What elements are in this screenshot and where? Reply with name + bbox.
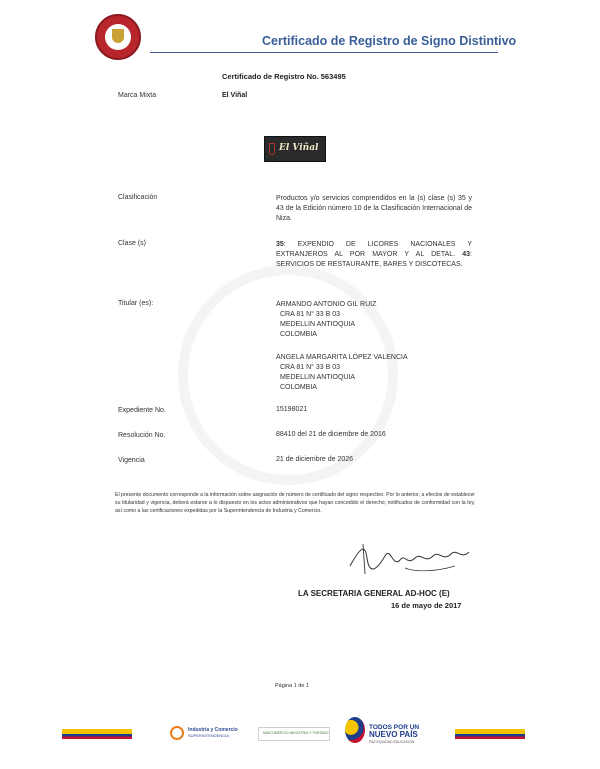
resolucion-label: Resolución No. xyxy=(118,432,166,439)
industria-comercio-logo-icon xyxy=(170,726,184,740)
flag-stripe-left xyxy=(62,729,132,739)
clase-43-number: 43 xyxy=(462,251,471,258)
brand-logo xyxy=(264,136,326,162)
expediente-value: 15198021 xyxy=(276,406,308,413)
clase-value xyxy=(276,240,472,270)
industria-comercio-text xyxy=(188,727,238,739)
titular-1-country: COLOMBIA xyxy=(280,331,317,338)
brand-type-label: Marca Mixta xyxy=(118,92,157,99)
titular-1 xyxy=(276,300,376,340)
mincomercio-logo xyxy=(258,727,330,741)
certificate-number: Certificado de Registro No. 563495 xyxy=(222,72,346,81)
brand-name: El Viñal xyxy=(222,92,248,99)
titular-2-name: ANGELA MARGARITA LÓPEZ VALENCIA xyxy=(276,354,408,361)
header-divider xyxy=(150,52,498,53)
titular-2-address: CRA 81 N° 33 B 03 xyxy=(280,364,340,371)
titular-1-name: ARMANDO ANTONIO GIL RUIZ xyxy=(276,301,377,308)
todos-por-un-nuevo-pais-logo-icon xyxy=(345,717,365,743)
todos-por-un-nuevo-pais-text xyxy=(369,724,419,738)
flag-stripe-right xyxy=(455,729,525,739)
tp-line-2: NUEVO PAÍS xyxy=(369,730,418,739)
wine-glass-icon xyxy=(269,143,275,155)
clase-35-number: 35 xyxy=(276,241,284,248)
vigencia-label: Vigencia xyxy=(118,457,145,464)
colombia-seal-icon xyxy=(95,14,141,60)
industria-line-2: SUPERINTENDENCIA xyxy=(188,733,229,738)
page-number: Página 1 de 1 xyxy=(275,683,309,689)
titular-2 xyxy=(276,353,408,393)
titular-label: Titular (es): xyxy=(118,300,154,307)
signature-date: 16 de mayo de 2017 xyxy=(391,601,462,610)
vigencia-value: 21 de diciembre de 2026 xyxy=(276,456,354,463)
titular-1-address: CRA 81 N° 33 B 03 xyxy=(280,311,340,318)
clase-43-text: : SERVICIOS DE RESTAURANTE, BARES Y DISCOTECAS. xyxy=(276,251,472,268)
handwritten-signature xyxy=(345,538,475,578)
industria-line-1: Industria y Comercio xyxy=(188,727,238,733)
clase-35-text: : EXPENDIO DE LICORES NACIONALES Y EXTRANJEROS AL POR MAYOR Y AL DETAL. xyxy=(276,241,472,258)
mincomercio-text: MINCOMERCIO INDUSTRIA Y TURISMO xyxy=(263,731,329,735)
tp-line-1: TODOS POR UN xyxy=(369,724,420,731)
titular-2-country: COLOMBIA xyxy=(280,384,317,391)
signatory-title: LA SECRETARIA GENERAL AD-HOC (E) xyxy=(298,589,450,598)
expediente-label: Expediente No. xyxy=(118,407,166,414)
tp-subtitle: PAZ EQUIDAD EDUCACIÓN xyxy=(369,740,415,744)
legal-note: El presente documento corresponde a la información sobre asignación de número de certificado del signo respectivo. Por lo anterior, a efectos de establecer su titularidad y vigencia, deberá estarse a lo dispuesto en los actos administrativos que hayan concedido el derecho, notificados de conformidad con la ley, así como a las certificaciones expedidas por la Superintendencia de Industria y Comercio. xyxy=(115,492,475,514)
brand-logo-text: El Viñal xyxy=(279,143,319,153)
clasificacion-label: Clasificación xyxy=(118,194,158,201)
document-title: Certificado de Registro de Signo Distintivo xyxy=(262,34,517,48)
titular-1-city: MEDELLIN ANTIOQUIA xyxy=(280,321,356,328)
clasificacion-value: Productos y/o servicios comprendidos en la (s) clase (s) 35 y 43 de la Edición número 10 de la Clasificación Internacional de Niza. xyxy=(276,195,472,222)
clase-label: Clase (s) xyxy=(118,240,147,247)
titular-2-city: MEDELLIN ANTIOQUIA xyxy=(280,374,356,381)
resolucion-value: 88410 del 21 de diciembre de 2016 xyxy=(276,431,386,438)
